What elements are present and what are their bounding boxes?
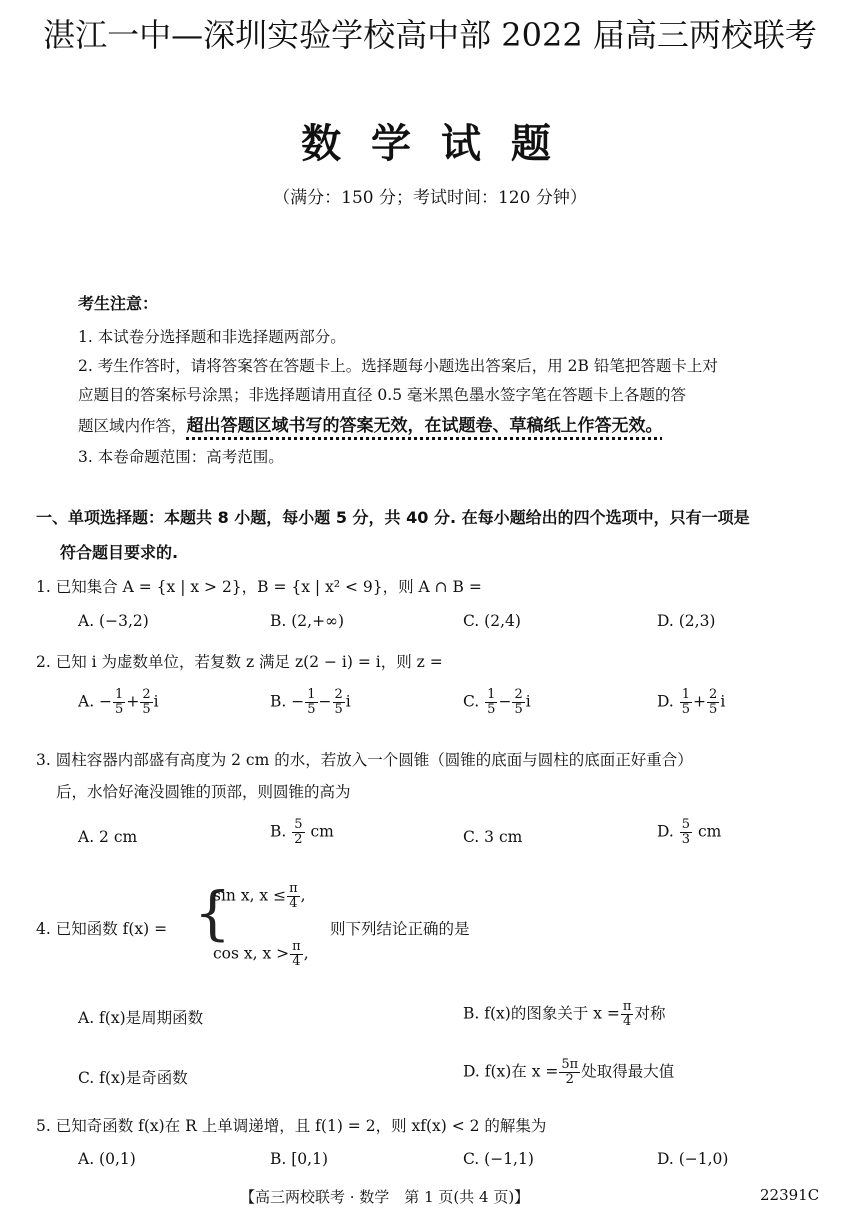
question-4-case-1: sin x, x ≤ $\frac{\pi}{4}$ , xyxy=(213,881,306,911)
question-2-option-b: B. − $\frac{1}{5}$ − $\frac{2}{5}$ i xyxy=(270,687,351,717)
question-1-option-a: A. (−3,2) xyxy=(78,612,149,630)
notice-item-2-line-1: 2. 考生作答时，请将答案答在答题卡上。选择题每小题选出答案后，用 2B 铅笔把答题卡上对 xyxy=(78,357,718,375)
question-4-stem-prefix: 4. 已知函数 f(x) = xyxy=(36,920,168,938)
question-4-option-d: D. f(x)在 x = $\frac{5\pi}{2}$ 处取得最大值 xyxy=(463,1057,675,1087)
question-1-option-b: B. (2,+∞) xyxy=(270,612,345,630)
question-4-option-b: B. f(x)的图象关于 x = $\frac{\pi}{4}$ 对称 xyxy=(463,999,666,1029)
notice-item-3: 3. 本卷命题范围：高考范围。 xyxy=(78,448,284,466)
question-3-option-a: A. 2 cm xyxy=(78,828,138,846)
question-4-option-c: C. f(x)是奇函数 xyxy=(78,1069,188,1087)
question-4-stem-suffix: 则下列结论正确的是 xyxy=(330,920,470,938)
question-4-case-2: cos x, x > $\frac{\pi}{4}$ , xyxy=(213,939,309,969)
question-3-option-c: C. 3 cm xyxy=(463,828,523,846)
question-3-option-b: B. $\frac{5}{2}$ cm xyxy=(270,817,334,847)
piecewise-brace: { xyxy=(194,879,231,947)
paper-code: 22391C xyxy=(760,1186,820,1204)
notice-item-2-line-2: 应题目的答案标号涂黑；非选择题请用直径 0.5 毫米黑色墨水签字笔在答题卡上各题的答 xyxy=(78,386,687,404)
notice-item-2-line-3 xyxy=(78,411,663,436)
question-5-option-b: B. [0,1) xyxy=(270,1150,328,1168)
question-5-option-a: A. (0,1) xyxy=(78,1150,136,1168)
page-footer: 【高三两校联考 · 数学 第 1 页(共 4 页)】 xyxy=(240,1188,530,1206)
question-5-option-c: C. (−1,1) xyxy=(463,1150,534,1168)
question-2-option-c: C. $\frac{1}{5}$ − $\frac{2}{5}$ i xyxy=(463,687,531,717)
notice-item-2-emphasis: 超出答题区域书写的答案无效，在试题卷、草稿纸上作答无效。 xyxy=(186,416,663,436)
question-5-option-d: D. (−1,0) xyxy=(657,1150,729,1168)
question-1-option-c: C. (2,4) xyxy=(463,612,521,630)
subject-title: 数 学 试 题 xyxy=(301,121,559,167)
question-1-stem: 1. 已知集合 A = {x | x > 2}，B = {x | x² < 9}，则 A ∩ B = xyxy=(36,578,482,596)
question-3-stem-line-2: 后，水恰好淹没圆锥的顶部，则圆锥的高为 xyxy=(56,783,351,801)
notice-item-1: 1. 本试卷分选择题和非选择题两部分。 xyxy=(78,328,346,346)
section-1-heading-line-2: 符合题目要求的. xyxy=(60,543,179,562)
exam-info: （满分：150 分；考试时间：120 分钟） xyxy=(273,188,587,208)
question-2-stem: 2. 已知 i 为虚数单位，若复数 z 满足 z(2 − i) = i，则 z = xyxy=(36,653,443,671)
question-3-stem-line-1: 3. 圆柱容器内部盛有高度为 2 cm 的水，若放入一个圆锥（圆锥的底面与圆柱的底面正好重合） xyxy=(36,751,693,769)
question-2-option-a: A. − $\frac{1}{5}$ + $\frac{2}{5}$ i xyxy=(78,687,159,717)
question-3-option-d: D. $\frac{5}{3}$ cm xyxy=(657,817,722,847)
question-2-option-d: D. $\frac{1}{5}$ + $\frac{2}{5}$ i xyxy=(657,687,726,717)
notice-title: 考生注意： xyxy=(78,294,159,313)
question-4-option-a: A. f(x)是周期函数 xyxy=(78,1009,204,1027)
exam-title: 湛江一中—深圳实验学校高中部 2022 届高三两校联考 xyxy=(43,16,817,54)
notice-item-2-plain: 题区域内作答， xyxy=(78,417,187,435)
section-1-heading-line-1: 一、单项选择题：本题共 8 小题，每小题 5 分，共 40 分. 在每小题给出的四个选项中，只有一项是 xyxy=(36,508,750,527)
question-1-option-d: D. (2,3) xyxy=(657,612,716,630)
question-5-stem: 5. 已知奇函数 f(x)在 R 上单调递增，且 f(1) = 2，则 xf(x) < 2 的解集为 xyxy=(36,1117,547,1135)
